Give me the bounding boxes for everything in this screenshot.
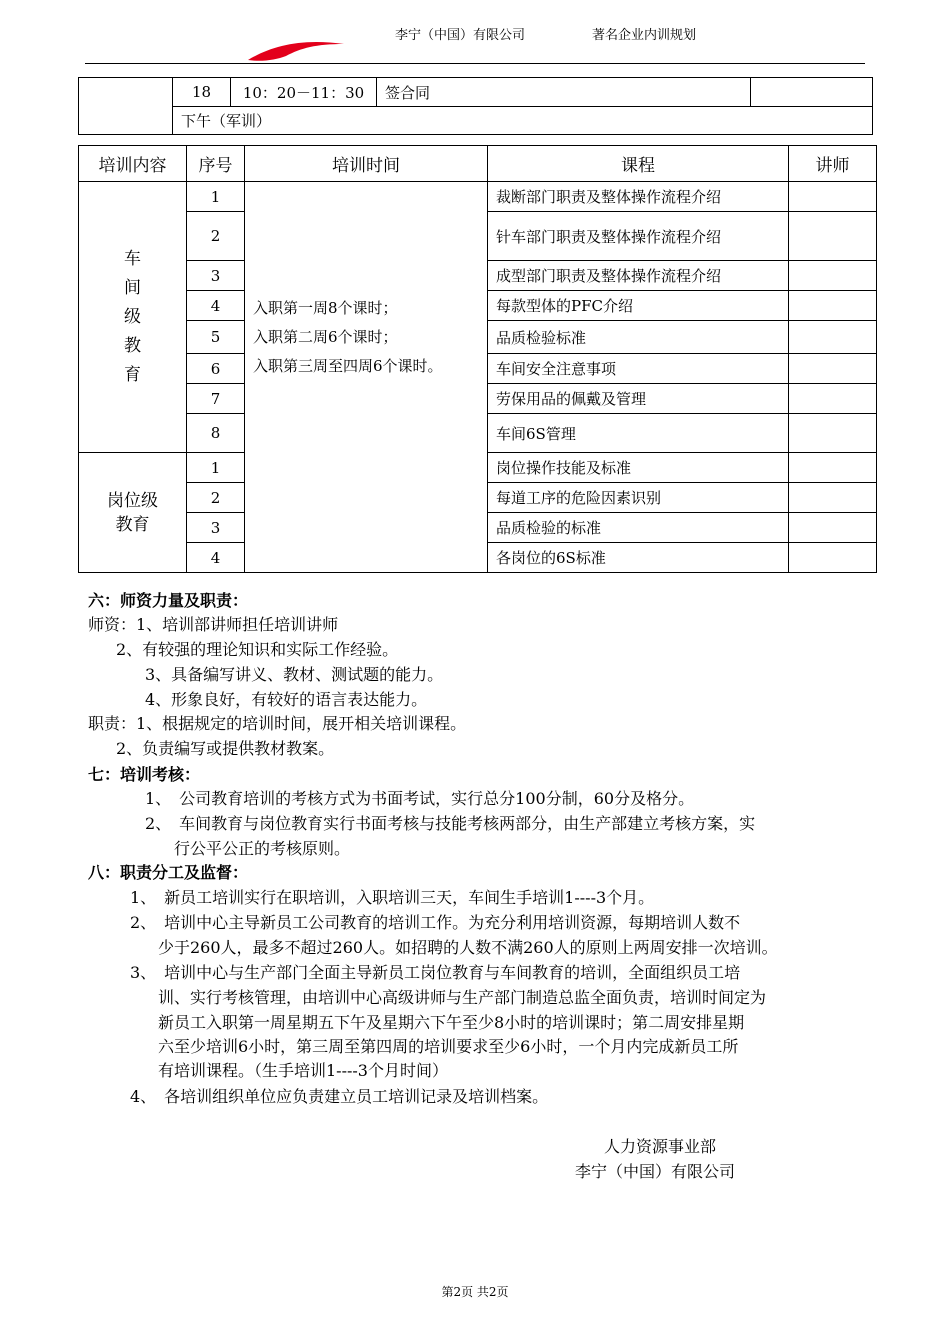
section6-line: 师资：1、培训部讲师担任培训讲师 (88, 615, 339, 634)
time-line: 入职第三周至四周6个课时。 (253, 356, 443, 375)
lecturer-cell (789, 414, 877, 453)
top-time: 10：20－11：30 (231, 78, 377, 107)
section7-title: 七：培训考核： (88, 765, 201, 784)
course-cell: 品质检验标准 (488, 321, 789, 354)
course-cell: 成型部门职责及整体操作流程介绍 (488, 261, 789, 291)
section8-line: 新员工入职第一周星期五下午及星期六下午至少8小时的培训课时；第二周安排星期 (158, 1013, 745, 1032)
time-line: 入职第二周6个课时； (253, 327, 398, 346)
header-title: 著名企业内训规划 (592, 28, 697, 43)
section7-line: 2、 车间教育与岗位教育实行书面考核与技能考核两部分，由生产部建立考核方案，实 (145, 814, 756, 833)
section8-line: 有培训课程。（生手培训1----3个月时间） (158, 1061, 448, 1080)
lecturer-cell (789, 513, 877, 543)
lecturer-cell (789, 291, 877, 321)
section8-line: 训、实行考核管理，由培训中心高级讲师与生产部门制造总监全面负责，培训时间定为 (158, 988, 767, 1007)
header-rule (85, 63, 865, 64)
section7-line: 1、 公司教育培训的考核方式为书面考试，实行总分100分制，60分及格分。 (145, 789, 695, 808)
group-workshop-label (79, 182, 187, 453)
seq-cell: 1 (187, 182, 245, 212)
group1-line: 教 (124, 335, 141, 356)
lecturer-cell (789, 384, 877, 414)
signature-dept: 人力资源事业部 (604, 1137, 717, 1156)
section8-line: 4、 各培训组织单位应负责建立员工培训记录及培训档案。 (130, 1087, 549, 1106)
seq-cell: 1 (187, 453, 245, 483)
course-cell: 车间6S管理 (488, 414, 789, 453)
section6-title: 六：师资力量及职责： (88, 591, 249, 610)
top-item: 签合同 (377, 78, 751, 107)
training-time-cell (245, 182, 488, 573)
section6-line: 2、有较强的理论知识和实际工作经验。 (116, 640, 399, 659)
top-afternoon: 下午（军训） (173, 107, 873, 135)
top-table (78, 77, 873, 135)
top-lecturer (751, 78, 873, 107)
section8-line: 2、 培训中心主导新员工公司教育的培训工作。为充分利用培训资源，每期培训人数不 (130, 913, 741, 932)
group1-line: 育 (124, 364, 141, 385)
lecturer-cell (789, 212, 877, 261)
seq-cell: 6 (187, 354, 245, 384)
lecturer-cell (789, 261, 877, 291)
seq-cell: 5 (187, 321, 245, 354)
course-cell: 品质检验的标准 (488, 513, 789, 543)
seq-cell: 3 (187, 261, 245, 291)
lecturer-cell (789, 453, 877, 483)
course-cell: 劳保用品的佩戴及管理 (488, 384, 789, 414)
course-cell: 每道工序的危险因素识别 (488, 483, 789, 513)
course-cell: 各岗位的6S标准 (488, 543, 789, 573)
group1-line: 间 (124, 277, 141, 298)
section6-line: 2、负责编写或提供教材教案。 (116, 739, 335, 758)
section8-title: 八：职责分工及监督： (88, 863, 249, 882)
header-lecturer: 讲师 (789, 146, 877, 182)
course-cell: 裁断部门职责及整体操作流程介绍 (488, 182, 789, 212)
seq-cell: 4 (187, 291, 245, 321)
course-cell: 岗位操作技能及标准 (488, 453, 789, 483)
seq-cell: 3 (187, 513, 245, 543)
lecturer-cell (789, 321, 877, 354)
seq-cell: 2 (187, 483, 245, 513)
li-ning-logo (246, 34, 346, 64)
page-number: 第2页 共2页 (441, 1285, 509, 1299)
seq-cell: 7 (187, 384, 245, 414)
group2-line: 岗位级 (107, 490, 158, 511)
section6-line: 职责：1、根据规定的培训时间，展开相关培训课程。 (88, 714, 467, 733)
signature-company: 李宁（中国）有限公司 (575, 1162, 736, 1181)
section6-line: 3、具备编写讲义、教材、测试题的能力。 (145, 665, 444, 684)
lecturer-cell (789, 483, 877, 513)
training-table (78, 145, 877, 573)
section8-line: 1、 新员工培训实行在职培训，入职培训三天，车间生手培训1----3个月。 (130, 888, 655, 907)
section8-line: 3、 培训中心与生产部门全面主导新员工岗位教育与车间教育的培训，全面组织员工培 (130, 963, 741, 982)
seq-cell: 2 (187, 212, 245, 261)
lecturer-cell (789, 354, 877, 384)
header-content: 培训内容 (79, 146, 187, 182)
header-company: 李宁（中国）有限公司 (395, 28, 526, 43)
group-post-label (79, 453, 187, 573)
time-line: 入职第一周8个课时； (253, 298, 398, 317)
lecturer-cell (789, 543, 877, 573)
course-cell: 车间安全注意事项 (488, 354, 789, 384)
header-seq: 序号 (187, 146, 245, 182)
section8-line: 少于260人，最多不超过260人。如招聘的人数不满260人的原则上两周安排一次培训。 (158, 938, 778, 957)
seq-cell: 8 (187, 414, 245, 453)
lecturer-cell (789, 182, 877, 212)
section8-line: 六至少培训6小时，第三周至第四周的培训要求至少6小时，一个月内完成新员工所 (158, 1037, 739, 1056)
section6-line: 4、形象良好，有较好的语言表达能力。 (145, 690, 428, 709)
course-cell: 每款型体的PFC介绍 (488, 291, 789, 321)
section7-line: 行公平公正的考核原则。 (174, 839, 351, 858)
group1-line: 车 (124, 248, 141, 269)
group1-line: 级 (124, 306, 141, 327)
course-cell: 针车部门职责及整体操作流程介绍 (488, 212, 789, 261)
header-time: 培训时间 (245, 146, 488, 182)
seq-cell: 4 (187, 543, 245, 573)
group2-line: 教育 (115, 514, 150, 535)
top-empty-cell (79, 78, 173, 135)
top-num: 18 (173, 78, 231, 107)
header-course: 课程 (488, 146, 789, 182)
